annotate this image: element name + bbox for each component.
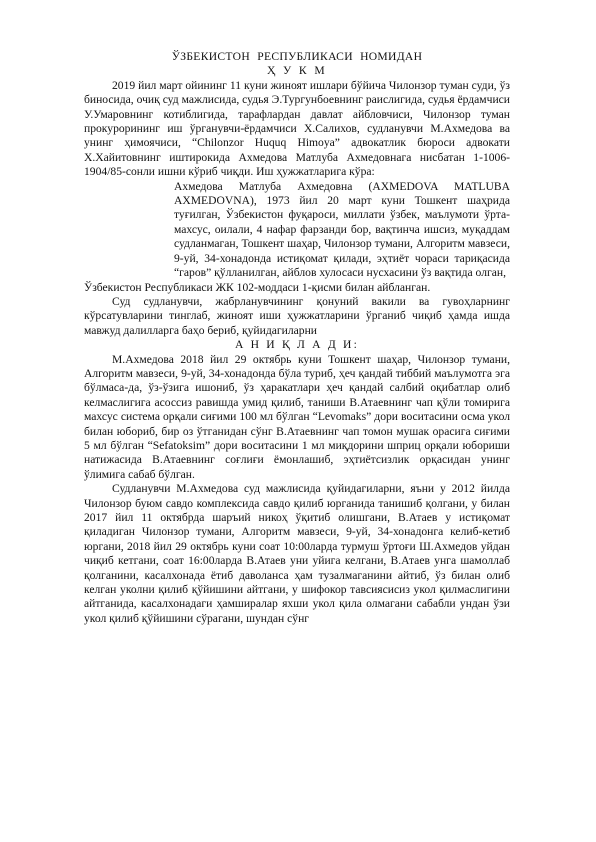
section-heading: А Н И Қ Л А Д И: [234,338,360,352]
hearing-paragraph: Суд судланувчи, жабрланувчининг қонуний вакили ва гувоҳларнинг кўрсатувларини тинглаб, жиноят иши ҳужжатларини ўрганиб чиқиб ҳамда ишда мавжуд далилларга баҳо бериб, қуйидагиларни [84,294,510,337]
document-title: ЎЗБЕКИСТОН РЕСПУБЛИКАСИ НОМИДАН [171,50,423,63]
defendant-details: Ахмедова Матлуба Ахмедовна (AXMEDOVA MATLUBA AXMEDOVNA), 1973 йил 20 март куни Тошкент шаҳрида туғилган, Ўзбекистон фуқароси, миллати ўзбек, маълумоти ўрта-махсус, оилали, 4 нафар фарзанди бор, вақтинча ишсиз, муқаддам судланмаган, Тошкент шаҳар, Чилонзор тумани, Алгоритм мавзеси, 9-уй, 34-хонадонда истиқомат қилади, эҳтиёт чораси тариқасида “гаров” қўлланилган, айблов хулосаси нусхасини ўз вақтида олган, [174,179,510,280]
intro-paragraph: 2019 йил март ойининг 11 куни жиноят ишлари бўйича Чилонзор туман суди, ўз биносида, очиқ суд мажлисида, судья Э.Тургунбоевнинг раислигида, судья ёрдамчиси У.Умаровнинг котиблигида, тарафлардан давлат айбловчиси, Чилонзор туман прокурорининг иш ўрганувчи-ёрдамчиси Х.Салихов, судланувчи М.Ахмедова ва унинг ҳимоячиси, “Chilonzor Huquq Himoya” адвокатлик бюроси адвокати Х.Хайитовнинг иштирокида Ахмедова Матлуба Ахмедовнага нисбатан 1-1006-1904/85-сонли ишни кўриб чиқди. Иш ҳужжатларига кўра: [84,78,510,179]
facts-paragraph: М.Ахмедова 2018 йил 29 октябрь куни Тошкент шаҳар, Чилонзор тумани, Алгоритм мавзеси, 9-уй, 34-хонадонда бўла туриб, ҳеч қандай тиббий маълумотга эга бўлмаса-да, ўз-ўзига ишониб, ўз ҳаракатлари ҳеч қандай салбий оқибатлар олиб келмаслигига асоссиз равишда умид қилиб, таниши В.Атаевнинг чап қўли томирига махсус система орқали сиғими 100 мл бўлган “Levomaks” дори воситасини осма укол билан юбориб, бир оз ўтганидан сўнг В.Атаевнинг чап томон мушак орасига сиғими 5 мл бўлган “Sefatoksim” дори воситасини 1 мл миқдорини шприц орқали юбориши натижасида В.Атаевнинг соғлиғи ёмонлашиб, эҳтиётсизлик орқасидан унинг ўлимига сабаб бўлган. [84,352,510,481]
document-body [84,50,510,626]
testimony-paragraph: Судланувчи М.Ахмедова суд мажлисида қуйидагиларни, яъни у 2012 йилда Чилонзор буюм савдо комплексида савдо қилиб юрганида танишиб қолгани, у билан 2017 йил 11 октябрда шаръий никоҳ ўқитиб олишгани, В.Атаев у истиқомат қиладиган Чилонзор тумани, Алгоритм мавзеси, 9-уй, 34-хонадонга келиб-кетиб юргани, 2018 йил 29 октябрь куни соат 10:00ларда турмуш ўртоғи Ш.Ахмедов уйдан чиқиб кетгани, соат 16:00ларда В.Атаев уни уйига келгани, В.Атаев унга шамоллаб қолганини, касалхонада ётиб даволанса ҳам тузалмаганини айтиб, ўз билан олиб келган уколни қилиб қўйишини айтгани, у шифокор тавсиясисиз укол қилмаслигини айтганида, касалхонадаги ҳамширалар яхши укол қила олмагани сабабли ундан ўзи укол қилиб қўйишини сўрагани, шундан сўнг [84,482,510,625]
charge-paragraph: Ўзбекистон Республикаси ЖК 102-моддаси 1-қисми билан айбланган. [84,280,431,294]
document-subtitle: Ҳ У К М [266,64,328,78]
